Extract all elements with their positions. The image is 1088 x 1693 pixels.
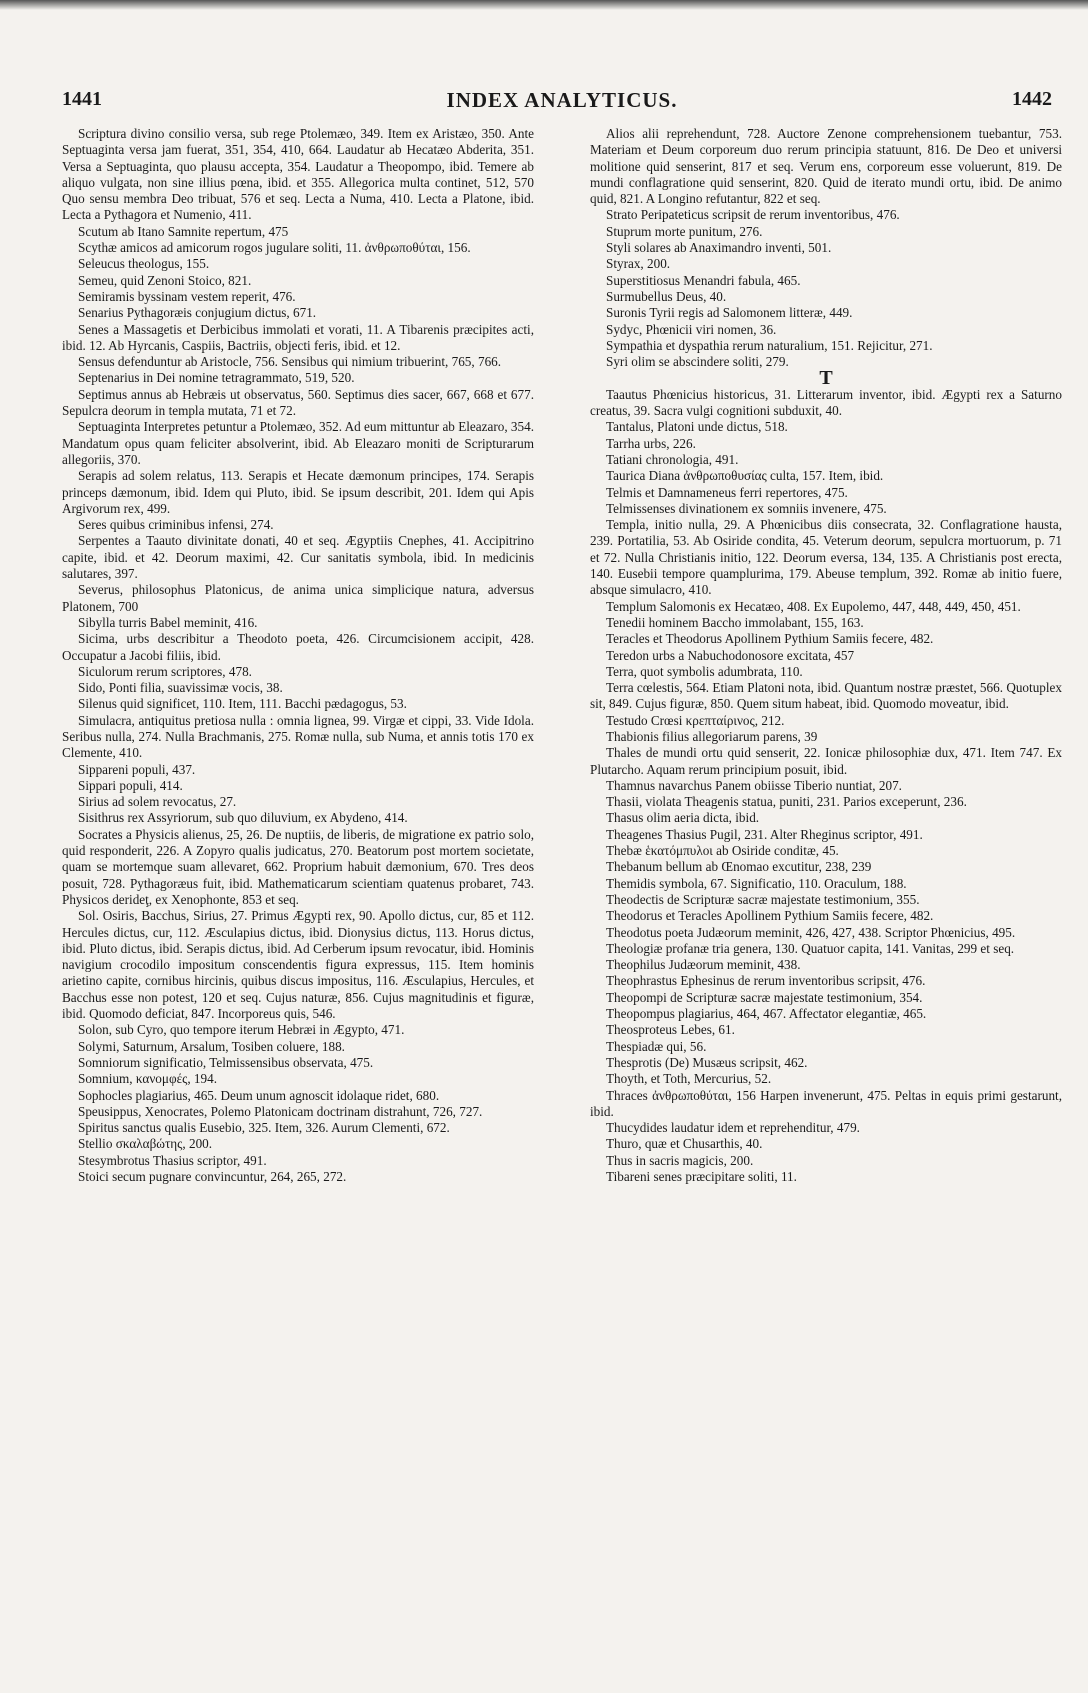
index-entry: Testudo Crœsi κρεπταίρινος, 212. (606, 712, 785, 728)
index-entry: Septuaginta Interpretes petuntur a Ptolemæo, 352. Ad eum mittuntur ab Eleazaro, 354. Mandatum opus quam feliciter absolverint, ibid. Ab Eleazaro moniti de Scripturarum allegoriis, 370. (62, 419, 534, 467)
index-entry: Telmissenses divinationem ex somniis invenere, 475. (606, 500, 887, 516)
index-entry: Sympathia et dyspathia rerum naturalium, 151. Rejicitur, 271. (606, 337, 933, 353)
index-entry: Styrax, 200. (606, 256, 671, 272)
index-entry: Sippari populi, 414. (78, 777, 183, 793)
index-entry: Semeu, quid Zenoni Stoico, 821. (78, 272, 252, 288)
index-entry: Terra, quot symbolis adumbrata, 110. (606, 663, 803, 679)
index-entry: Strato Peripateticus scripsit de rerum inventoribus, 476. (606, 207, 900, 223)
index-entry: Seres quibus criminibus infensi, 274. (78, 517, 274, 533)
index-page (62, 88, 1062, 1678)
index-entry: Sensus defenduntur ab Aristocle, 756. Sensibus qui nimium tribuerint, 765, 766. (78, 354, 502, 370)
index-entry: Sol. Osiris, Bacchus, Sirius, 27. Primus Ægypti rex, 90. Apollo dictus, cur, 85 et 112. Hercules dictus, cur, 112. Æsculapius dictus, ibid. Dionysius dictus, 113. Horus dictus, ibid. Pluto dictus, ibid. Serapis dictus, ibid. Ad Cerberum ipsum revocatur, ibid. Hominis navigium crocodilo impositum conscendentis figura expressus, 115. Item hominis arietino capite, cornibus hircinis, quibus discus impositus, 116. Æsculapius, Hercules, et Bacchus esse non potest, 120 et seq. Cujus naturæ, 856. Cujus magnitudinis et figuræ, ibid. Quomodo deficiat, 847. Incorporeus quis, 546. (62, 908, 534, 1022)
index-entry: Teracles et Theodorus Apollinem Pythium Samiis fecere, 482. (606, 631, 934, 647)
section-letter: T (819, 367, 833, 390)
index-entry: Thamnus navarchus Panem obiisse Tiberio nuntiat, 207. (606, 777, 902, 793)
index-entry: Sophocles plagiarius, 465. Deum unum agnoscit idolaque ridet, 680. (78, 1087, 440, 1103)
index-entry: Solon, sub Cyro, quo tempore iterum Hebræi in Ægypto, 471. (78, 1022, 405, 1038)
page-title: INDEX ANALYTICUS. (446, 88, 678, 112)
index-entry: Stoici secum pugnare convincuntur, 264, 265, 272. (78, 1169, 347, 1184)
index-entry: Sisithrus rex Assyriorum, sub quo diluvium, ex Abydeno, 414. (78, 810, 408, 826)
index-entry: Theodorus et Teracles Apollinem Pythium Samiis fecere, 482. (606, 908, 934, 924)
index-columns (62, 126, 1062, 1185)
right-column-t-entries (590, 387, 1062, 1186)
index-entry: Sibylla turris Babel meminit, 416. (78, 614, 258, 630)
index-entry: Tenedii hominem Baccho immolabant, 155, 163. (606, 614, 864, 630)
page-header (62, 88, 1062, 124)
index-entry: Thabionis filius allegoriarum parens, 39 (606, 728, 818, 744)
index-entry: Thraces ἀνθρωποθύται, 156 Harpen invenerunt, 475. Peltas in equis primi gestarunt, ibid. (590, 1087, 1062, 1119)
index-entry: Taurica Diana ἀνθρωποθυσίας culta, 157. Item, ibid. (606, 468, 884, 484)
index-entry: Siculorum rerum scriptores, 478. (78, 663, 252, 679)
index-entry: Tarrha urbs, 226. (606, 435, 696, 451)
index-entry: Thesprotis (De) Musæus scripsit, 462. (606, 1054, 808, 1070)
index-entry: Thebanum bellum ab Œnomao excutitur, 238, 239 (606, 859, 872, 875)
index-entry: Somniorum significatio, Telmissensibus observata, 475. (78, 1054, 374, 1070)
index-entry: Senarius Pythagoræis conjugium dictus, 671. (78, 305, 317, 321)
index-entry: Styli solares ab Anaximandro inventi, 501. (606, 240, 832, 256)
index-entry: Templum Salomonis ex Hecatæo, 408. Ex Eupolemo, 447, 448, 449, 450, 451. (606, 598, 1021, 614)
index-entry: Thucydides laudatur idem et reprehenditur, 479. (606, 1120, 860, 1136)
index-entry: Thoyth, et Toth, Mercurius, 52. (606, 1071, 772, 1087)
index-entry: Theophrastus Ephesinus de rerum inventoribus scripsit, 476. (606, 973, 926, 989)
index-entry: Stellio σκαλαβώτης, 200. (78, 1136, 213, 1152)
index-entry: Seleucus theologus, 155. (78, 256, 210, 272)
index-entry: Thasii, violata Theagenis statua, puniti, 231. Parios exceperunt, 236. (606, 794, 967, 810)
index-entry: Socrates a Physicis alienus, 25, 26. De nuptiis, de liberis, de migratione ex patrio solo, quid responderit, 226. A Zopyro qualis judicatus, 270. Beatorum post mortem societate, quam se mortemque suam allevaret, 662. Proprium habuit dæmonium, 670. Tres deos posuit, 728. Pythagoræus fuit, ibid. Mathematicarum scientiam quatenus probaret, 743. Physicos derideţ, ex Xenophonte, 853 et seq. (62, 826, 534, 907)
index-entry: Thus in sacris magicis, 200. (606, 1152, 754, 1168)
index-entry: Superstitiosus Menandri fabula, 465. (606, 272, 801, 288)
index-entry: Theosproteus Lebes, 61. (606, 1022, 735, 1038)
index-entry: Thuro, quæ et Chusarthis, 40. (606, 1136, 763, 1152)
index-entry: Speusippus, Xenocrates, Polemo Platonicam doctrinam distrahunt, 726, 727. (78, 1103, 483, 1119)
index-entry: Sicima, urbs describitur a Theodoto poeta, 426. Circumcisionem accipit, 428. Occupatur a Jacobi filiis, ibid. (62, 631, 534, 663)
index-entry: Syri olim se abscindere soliti, 279. (606, 354, 789, 370)
index-entry: Theopompi de Scripturæ sacræ majestate testimonium, 354. (606, 989, 923, 1005)
index-entry: Semiramis byssinam vestem reperit, 476. (78, 288, 296, 304)
index-entry: Themidis symbola, 67. Significatio, 110. Oraculum, 188. (606, 875, 907, 891)
scan-edge (0, 0, 1088, 10)
index-entry: Theopompus plagiarius, 464, 467. Affectator elegantiæ, 465. (606, 1006, 927, 1022)
index-entry: Theodotus poeta Judæorum meminit, 426, 427, 438. Scriptor Phœnicius, 495. (606, 924, 1016, 940)
index-entry: Simulacra, antiquitus pretiosa nulla : omnia lignea, 99. Virgæ et cippi, 33. Vide Idola. Seribus nulla, 274. Nulla Brachmanis, 275. Romæ nulla, sub Numa, et annis totis 170 ex Clemente, 410. (62, 712, 534, 761)
index-entry: Terra cœlestis, 564. Etiam Platoni nota, ibid. Quantum nostræ præstet, 566. Quotuplex sit, 849. Cujus figuræ, 850. Quem situm habeat, ibid. Quomodo moveatur, ibid. (590, 680, 1062, 712)
index-entry: Tibareni senes præcipitare soliti, 11. (606, 1169, 797, 1184)
index-entry: Theodectis de Scripturæ sacræ majestate testimonium, 355. (606, 891, 920, 907)
page-number-right: 1442 (1012, 88, 1052, 110)
index-entry: Senes a Massagetis et Derbicibus immolati et vorati, 11. A Tibarenis præcipites acti, ibid. 12. Ab Hyrcanis, Caspiis, Bactriis, objecti feris, ibid. et 12. (62, 321, 534, 353)
index-entry: Tatiani chronologia, 491. (606, 451, 739, 467)
index-entry: Silenus quid significet, 110. Item, 111. Bacchi pædagogus, 53. (78, 696, 407, 712)
index-entry: Septenarius in Dei nomine tetragrammato, 519, 520. (78, 370, 355, 386)
index-entry: Solymi, Saturnum, Arsalum, Tosiben coluere, 188. (78, 1038, 345, 1054)
index-entry: Alios alii reprehendunt, 728. Auctore Zenone comprehensionem tuebantur, 753. Materiam et Deum corporeum duo rerum principia statuunt, 816. De Deo et universi molitione quid senserint, 817 et seq. Verum ens, corporeum esse voluerunt, 819. De mundi conflagratione quid senserint, 820. Quid de iterato mundi ortu, ibid. De animo quid, 821. A Longino refutantur, 822 et seq. (590, 126, 1062, 207)
index-entry: Stuprum morte punitum, 276. (606, 223, 763, 239)
index-entry: Theagenes Thasius Pugil, 231. Alter Rheginus scriptor, 491. (606, 826, 923, 842)
index-entry: Severus, philosophus Platonicus, de anima unica simplicique natura, adversus Platonem, 700 (62, 582, 534, 614)
index-entry: Teredon urbs a Nabuchodonosore excitata, 457 (606, 647, 855, 663)
index-entry: Sirius ad solem revocatus, 27. (78, 794, 237, 810)
index-entry: Thespiadæ qui, 56. (606, 1038, 707, 1054)
index-entry: Spiritus sanctus qualis Eusebio, 325. Item, 326. Aurum Clementi, 672. (78, 1120, 450, 1136)
index-entry: Stesymbrotus Thasius scriptor, 491. (78, 1152, 267, 1168)
index-entry: Thebæ ἑκατόμπυλοι ab Osiride conditæ, 45. (606, 843, 839, 859)
index-entry: Theologiæ profanæ tria genera, 130. Quatuor capita, 141. Vanitas, 299 et seq. (606, 940, 1015, 956)
index-entry: Serpentes a Taauto divinitate donati, 40 et seq. Ægyptiis Cnephes, 41. Accipitrino capite, ibid. et 42. Deorum maximi, 42. Cur sanitatis symbola, ibid. In medicinis salutares, 397. (62, 533, 534, 582)
index-entry: Somnium, κανομφές, 194. (78, 1071, 217, 1087)
index-entry: Scriptura divino consilio versa, sub rege Ptolemæo, 349. Item ex Aristæo, 350. Ante Septuaginta versa jam fuerat, 351, 354, 410, 664. Laudatur ab Hecatæo Abderita, 351. Versa a Septuaginta, quo plausu accepta, 354. Laudatur a Theopompo, ibid. Temere ab aliquo vulgata, non sine illius pœna, ibid. et 355. Allegorica multa continet, 512, 570 Quo sensu membra Deo tribuat, 576 et seq. Lecta a Numa, 410. Lecta a Platone, ibid. Lecta a Pythagora et Numenio, 411. (62, 126, 534, 223)
index-entry: Telmis et Damnameneus ferri repertores, 475. (606, 484, 848, 500)
index-entry: Surmubellus Deus, 40. (606, 288, 727, 304)
left-column (62, 126, 534, 1185)
index-entry: Septimus annus ab Hebræis ut observatus, 560. Septimus dies sacer, 667, 668 et 677. Sepulcra deorum in templa mutata, 71 et 72. (62, 386, 534, 419)
index-entry: Taautus Phœnicius historicus, 31. Litterarum inventor, ibid. Ægypti rex a Saturno creatus, 39. Sacra vulgi cognitioni subduxit, 40. (590, 386, 1062, 419)
index-entry: Theophilus Judæorum meminit, 438. (606, 957, 801, 973)
index-entry: Scutum ab Itano Samnite repertum, 475 (78, 223, 289, 239)
index-entry: Sydyc, Phœnicii viri nomen, 36. (606, 321, 777, 337)
index-entry: Tantalus, Platoni unde dictus, 518. (606, 419, 788, 435)
index-entry: Thales de mundi ortu quid senserit, 22. Ionicæ philosophiæ dux, 471. Item 747. Ex Plutarcho. Aquam rerum principium posuit, ibid. (590, 745, 1062, 777)
right-column-s-entries (590, 126, 1062, 370)
index-entry: Thasus olim aeria dicta, ibid. (606, 810, 760, 826)
index-entry: Templa, initio nulla, 29. A Phœnicibus diis consecrata, 32. Conflagratione hausta, 239. Portatilia, 53. Ab Osiride condita, 45. Veterum deorum, sepulcra mortuorum, p. 71 et 72. Nulla Christianis initio, 122. Deorum eversa, 134, 135. A Christianis post erecta, 140. Eusebii tempore quamplurima, 179. Abeuse templum, 392. Romæ ab initio fuere, absque simulacro, 410. (590, 517, 1062, 598)
right-column (590, 126, 1062, 1185)
index-entry: Scythæ amicos ad amicorum rogos jugulare soliti, 11. ἀνθρωποθύται, 156. (78, 240, 471, 256)
index-entry: Sido, Ponti filia, suavissimæ vocis, 38. (78, 680, 283, 696)
index-entry: Suronis Tyrii regis ad Salomonem litteræ, 449. (606, 305, 853, 321)
index-entry: Sippareni populi, 437. (78, 761, 196, 777)
page-number-left: 1441 (62, 88, 102, 110)
index-entry: Serapis ad solem relatus, 113. Serapis et Hecate dæmonum principes, 174. Serapis princeps dæmonum, ibid. Idem qui Pluto, ibid. Se ipsum describit, 201. Idem qui Apis Argivorum rex, 499. (62, 468, 534, 516)
